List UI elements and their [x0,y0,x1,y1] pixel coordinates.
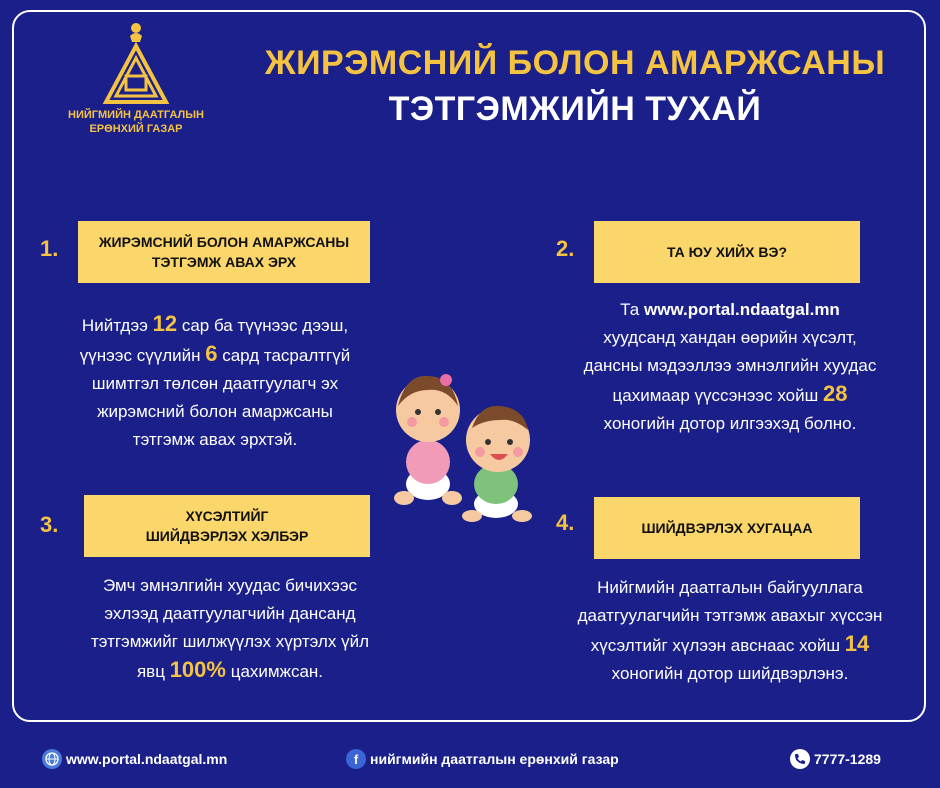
value-12: 12 [152,311,178,336]
section-2-heading-line1: ТА ЮУ ХИЙХ ВЭ? [666,244,788,260]
value-100-percent: 100% [169,657,226,682]
text-span: үүнээс сүүлийн [79,346,201,365]
footer-facebook-text: нийгмийн даатгалын ерөнхий газар [370,751,619,767]
section-4-heading [594,497,860,559]
value-6: 6 [205,341,218,366]
section-2-heading [594,221,860,283]
baby-icon [376,366,546,526]
text-span: Та [620,300,640,319]
text-span: хүсэлтийг хүлээн авснаас хойш [590,636,840,655]
text-span: сард тасралтгүй [222,346,351,365]
section-2-text [545,296,915,438]
text-span: цахимжсан. [230,662,324,681]
section-3-heading-line1: ХҮСЭЛТИЙГ [185,508,269,524]
text-line: тэтгэмж авах эрхтэй. [132,430,298,449]
section-3-text [40,572,420,686]
footer-phone-text: 7777-1289 [814,751,881,767]
section-1-number: 1. [40,236,59,261]
portal-link[interactable]: www.portal.ndaatgal.mn [643,300,840,319]
text-span: цахимаар үүссэнээс хойш [612,386,819,405]
footer-phone[interactable] [790,744,881,774]
text-line: хоногийн дотор илгээхэд болно. [603,414,857,433]
text-line: хоногийн дотор шийдвэрлэнэ. [611,664,849,683]
text-span: сар ба түүнээс дээш, [181,316,349,335]
text-line: хуудсанд хандан өөрийн хүсэлт, [603,328,857,347]
babies-illustration [376,366,546,526]
section-1-text [40,310,390,454]
text-line: Нийгмийн даатгалын байгууллага [597,578,863,597]
footer-facebook[interactable] [346,744,619,774]
text-line: Эмч эмнэлгийн хуудас бичихээс [102,576,358,595]
text-line: тэтгэмжийг шилжүүлэх хүртэлх үйл [90,632,369,651]
globe-icon [42,749,62,769]
logo-text-line2: ЕРӨНХИЙ ГАЗАР [89,123,183,135]
text-line: даатгуулагчийн тэтгэмж авахыг хүссэн [577,606,883,625]
section-1-heading [78,221,370,283]
text-line: эхлээд даатгуулагчийн дансанд [104,604,356,623]
text-span: явц [136,662,165,681]
emblem-icon [96,20,176,106]
phone-icon [790,749,810,769]
section-4-heading-line1: ШИЙДВЭРЛЭХ ХУГАЦАА [641,520,813,536]
text-span: Нийтдээ [81,316,148,335]
text-line: дансны мэдээллээ эмнэлгийн хуудас [583,356,877,375]
section-4-text [535,574,925,688]
facebook-icon: f [346,749,366,769]
text-line: шимтгэл төлсөн даатгуулагч эх [91,374,339,393]
section-4-number: 4. [556,510,575,535]
footer-website-text: www.portal.ndaatgal.mn [66,751,228,767]
text-line: жирэмсний болон амаржсаны [97,402,333,421]
section-1-heading-line1: ЖИРЭМСНИЙ БОЛОН АМАРЖСАНЫ [98,234,350,250]
section-3-heading [84,495,370,557]
section-2-number: 2. [556,236,575,261]
section-3-number: 3. [40,512,59,537]
section-3-heading-line2: ШИЙДВЭРЛЭХ ХЭЛБЭР [145,528,309,544]
page-title-line2: ТЭТГЭМЖИЙН ТУХАЙ [388,90,762,128]
value-28: 28 [822,381,848,406]
value-14: 14 [844,631,870,656]
logo-text-line1: НИЙГМИЙН ДААТГАЛЫН [68,109,204,121]
logo [56,20,216,140]
page-title-line1: ЖИРЭМСНИЙ БОЛОН АМАРЖСАНЫ [264,44,886,82]
footer-website[interactable] [42,744,227,774]
section-1-heading-line2: ТЭТГЭМЖ АВАХ ЭРХ [151,254,297,270]
